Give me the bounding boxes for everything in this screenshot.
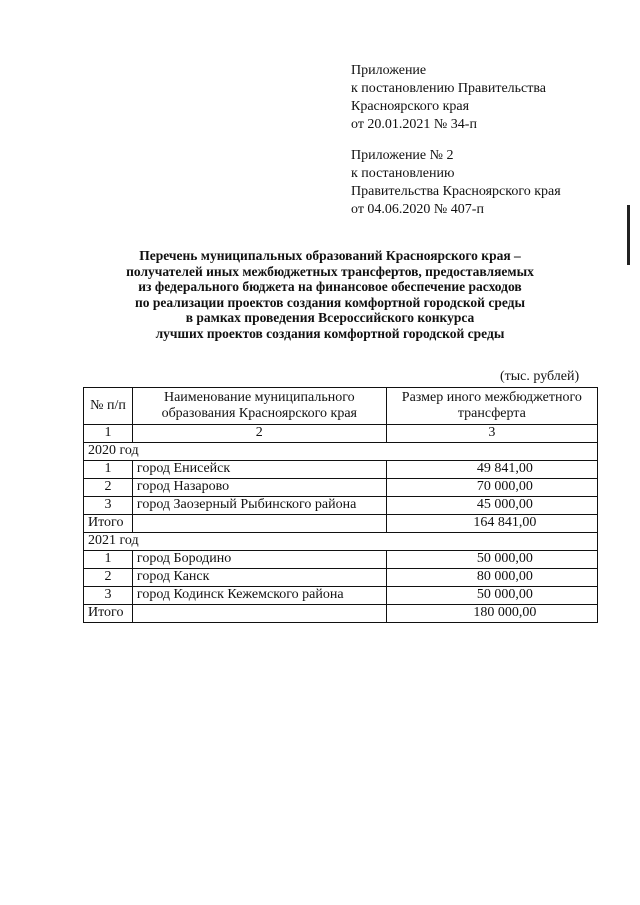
table-row bbox=[84, 551, 598, 569]
appendix-original-line: Правительства Красноярского края bbox=[351, 184, 561, 199]
table-row bbox=[84, 461, 598, 479]
row-municipality: город Бородино bbox=[132, 551, 386, 569]
row-amount: 50 000,00 bbox=[386, 587, 597, 605]
table-row bbox=[84, 587, 598, 605]
column-numbering-row bbox=[84, 425, 598, 443]
appendix-current-line: Приложение bbox=[351, 63, 427, 78]
row-municipality: город Назарово bbox=[132, 479, 386, 497]
row-number: 3 bbox=[84, 497, 133, 515]
year-section-row bbox=[84, 443, 598, 461]
row-municipality: город Енисейск bbox=[132, 461, 386, 479]
table-row bbox=[84, 479, 598, 497]
row-number: 1 bbox=[84, 551, 133, 569]
document-title bbox=[60, 248, 600, 342]
column-number-2: 2 bbox=[132, 425, 386, 443]
title-line: в рамках проведения Всероссийского конкурса bbox=[185, 310, 475, 326]
row-amount: 45 000,00 bbox=[386, 497, 597, 515]
header-number: № п/п bbox=[84, 388, 133, 425]
total-row bbox=[84, 605, 598, 623]
row-amount: 50 000,00 bbox=[386, 551, 597, 569]
header-municipality: Наименование муниципального образования Красноярского края bbox=[132, 388, 386, 425]
row-amount: 49 841,00 bbox=[386, 461, 597, 479]
total-empty-cell bbox=[132, 605, 386, 623]
year-section-row bbox=[84, 533, 598, 551]
year-label: 2020 год bbox=[84, 443, 598, 461]
appendix-current-block bbox=[351, 62, 621, 134]
appendix-current-line: к постановлению Правительства bbox=[351, 81, 547, 96]
total-label: Итого bbox=[84, 605, 133, 623]
table-row bbox=[84, 497, 598, 515]
transfers-table bbox=[83, 387, 598, 623]
header-amount: Размер иного межбюджетного трансферта bbox=[386, 388, 597, 425]
row-number: 2 bbox=[84, 479, 133, 497]
appendix-original-block bbox=[351, 147, 621, 219]
appendix-current-line: Красноярского края bbox=[351, 99, 470, 114]
table-header-row bbox=[84, 388, 598, 425]
row-amount: 70 000,00 bbox=[386, 479, 597, 497]
row-number: 3 bbox=[84, 587, 133, 605]
title-line: получателей иных межбюджетных трансфертов, предоставляемых bbox=[126, 263, 534, 279]
year-label: 2021 год bbox=[84, 533, 598, 551]
appendix-current-line: от 20.01.2021 № 34-п bbox=[351, 117, 477, 132]
column-number-3: 3 bbox=[386, 425, 597, 443]
appendix-original-line: от 04.06.2020 № 407-п bbox=[351, 202, 484, 217]
title-line: Перечень муниципальных образований Красноярского края – bbox=[139, 248, 521, 263]
row-number: 1 bbox=[84, 461, 133, 479]
row-municipality: город Кодинск Кежемского района bbox=[132, 587, 386, 605]
title-line: из федерального бюджета на финансовое обеспечение расходов bbox=[138, 279, 522, 295]
total-amount: 180 000,00 bbox=[386, 605, 597, 623]
unit-label: (тыс. рублей) bbox=[500, 369, 580, 384]
row-number: 2 bbox=[84, 569, 133, 587]
appendix-original-line: к постановлению bbox=[351, 166, 455, 181]
total-label: Итого bbox=[84, 515, 133, 533]
row-municipality: город Канск bbox=[132, 569, 386, 587]
scan-edge-mark bbox=[627, 205, 630, 265]
total-empty-cell bbox=[132, 515, 386, 533]
row-municipality: город Заозерный Рыбинского района bbox=[132, 497, 386, 515]
table-row bbox=[84, 569, 598, 587]
column-number-1: 1 bbox=[84, 425, 133, 443]
row-amount: 80 000,00 bbox=[386, 569, 597, 587]
total-row bbox=[84, 515, 598, 533]
total-amount: 164 841,00 bbox=[386, 515, 597, 533]
title-line: по реализации проектов создания комфортной городской среды bbox=[134, 294, 526, 310]
appendix-original-line: Приложение № 2 bbox=[351, 148, 454, 163]
title-line: лучших проектов создания комфортной городской среды bbox=[155, 325, 505, 341]
